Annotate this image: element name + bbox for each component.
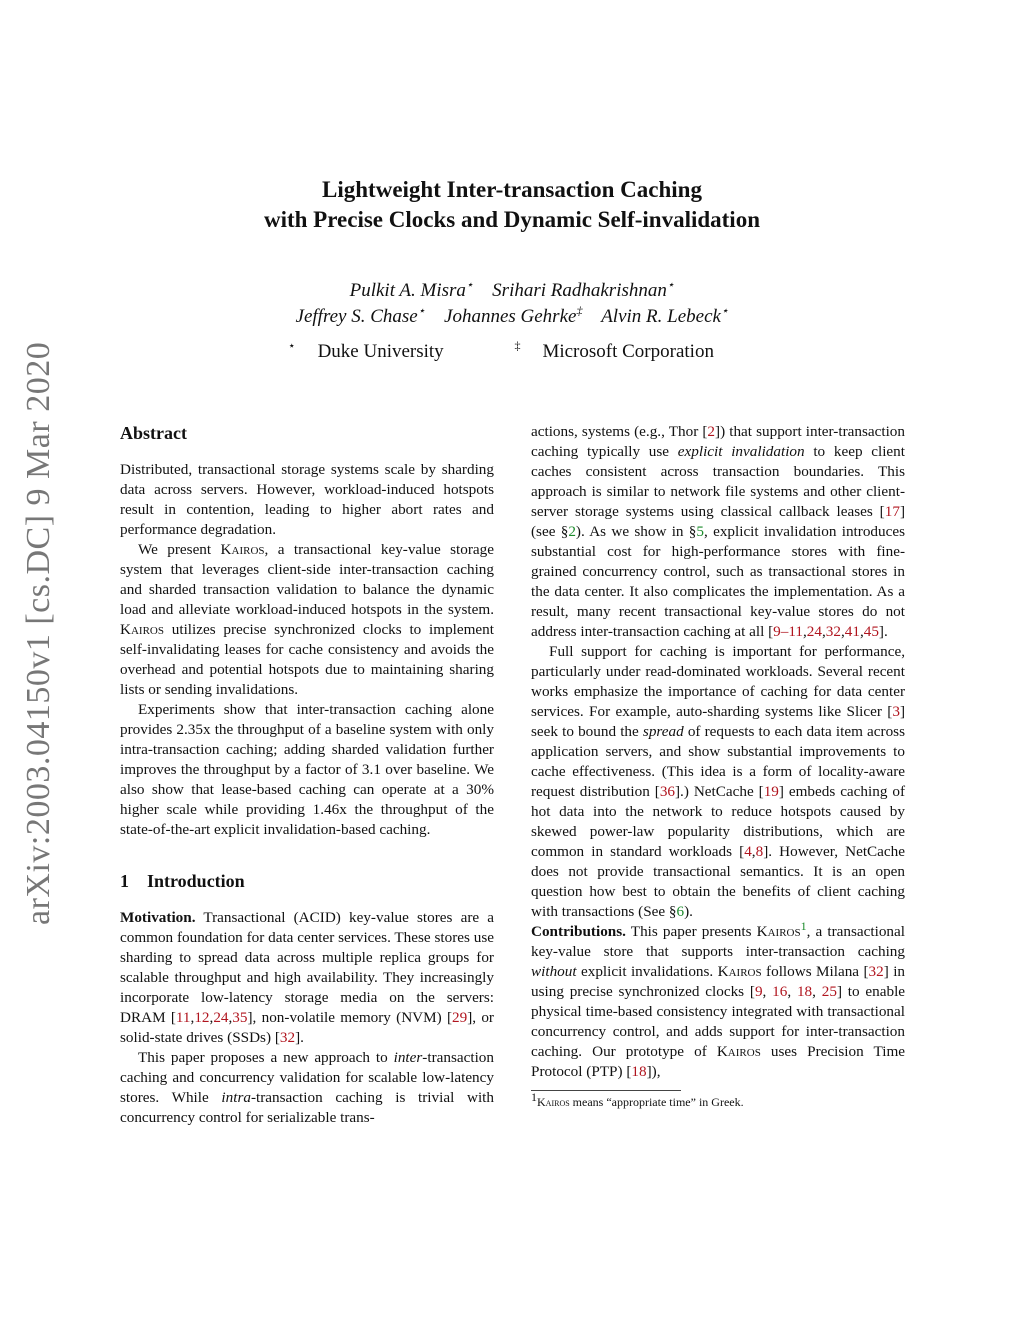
author: Pulkit A. Misra⋆ (349, 277, 474, 301)
abstract-paragraph: We present Kairos, a transactional key-value storage system that leverages client-side inter-transaction caching and sharded transaction validation to balance the dynamic load and alleviate workload-induced hotspots in the system. Kairos utilizes precise synchronized clocks to implement self-invalidating leases for cache consistency and avoids the overhead and potential hotspots due to maintaining sharing lists or sending invalidations. (120, 541, 494, 698)
right-column (531, 422, 905, 1110)
citation-link[interactable]: 32 (868, 963, 884, 980)
footnote-link[interactable]: 1 (800, 918, 807, 933)
left-column (120, 422, 494, 1128)
citation-link[interactable]: 25 (821, 983, 837, 1000)
author: Johannes Gehrke‡ (444, 303, 583, 327)
footnote-rule (531, 1090, 681, 1091)
arxiv-id: arXiv:2003.04150v1 [cs.DC] 9 Mar 2020 (20, 341, 57, 925)
body-paragraph: actions, systems (e.g., Thor [2]) that support inter-transaction caching typically use explicit invalidation to keep client caches consistent across transaction boundaries. This approach is similar to network file systems and other client-server storage systems using classical callback leases [17] (see §2). As we show in §5, explicit invalidation introduces substantial cost for high-performance stores with fine-grained concurrency control, such as transactional stores in the data center. It also complicates the implementation. As a result, many recent transactional key-value stores do not address inter-transaction caching at all [9–11,24,32,41,45]. (531, 423, 905, 640)
affiliation-microsoft: ‡ Microsoft Corporation (514, 338, 714, 362)
citation-link[interactable]: 36 (659, 783, 675, 800)
citation-link[interactable]: 16 (772, 983, 788, 1000)
citation-link[interactable]: 3 (892, 703, 900, 720)
abstract-paragraph: Experiments show that inter-transaction caching alone provides 2.35x the throughput of a baseline system with only intra-transaction caching; adding sharded validation further improves the throughput by a factor of 3.1 over baseline. We also show that lease-based caching can operate at a 30% higher scale while providing 1.46x the throughput of the state-of-the-art explicit invalidation-based caching. (120, 701, 494, 838)
citation-link[interactable]: 24 (806, 623, 822, 640)
citation-link[interactable]: 45 (863, 623, 879, 640)
section-link[interactable]: 6 (676, 903, 685, 920)
citation-link[interactable]: 9 (754, 983, 763, 1000)
author: Srihari Radhakrishnan⋆ (492, 277, 675, 301)
affiliation-duke: ⋆ Duke University (288, 338, 444, 362)
citation-link[interactable]: 24 (213, 1009, 229, 1026)
citation-link[interactable]: 17 (884, 503, 900, 520)
citation-link[interactable]: 41 (844, 623, 860, 640)
citation-link[interactable]: 18 (796, 983, 813, 1000)
intro-paragraph: This paper proposes a new approach to inter-transaction caching and concurrency validation for scalable low-latency stores. While intra-transaction caching is trivial with concurrency control for serializable trans- (120, 1049, 494, 1126)
author-row-2 (0, 304, 1024, 330)
section-heading-introduction: 1 Introduction (120, 871, 245, 891)
affiliations (0, 339, 1024, 365)
citation-link[interactable]: 9–11 (773, 623, 803, 640)
footnote: $^1$Kairos means “appropriate time” in Greek. (531, 1090, 744, 1109)
citation-link[interactable]: 19 (763, 783, 779, 800)
author: Jeffrey S. Chase⋆ (295, 303, 426, 327)
section-link[interactable]: 5 (696, 523, 704, 540)
section-link[interactable]: 2 (568, 523, 576, 540)
abstract-paragraph: Distributed, transactional storage systems scale by sharding data across servers. However, workload-induced hotspots result in contention, leading to higher abort rates and performance degradation. (120, 461, 494, 538)
abstract-heading: Abstract (120, 423, 187, 443)
author: Alvin R. Lebeck⋆ (601, 303, 729, 327)
paper-title (0, 175, 1024, 235)
citation-link[interactable]: 32 (279, 1029, 296, 1046)
body-paragraph: Contributions. This paper presents Kairos$^1$, a transactional key-value store that supports inter-transaction caching without explicit invalidations. Kairos follows Milana [32] in using precise synchronized clocks [9, 16, 18, 25] to enable physical time-based consistency integrated with transactional concurrency control, and adds support for inter-transaction caching. Our prototype of Kairos uses Precision Time Protocol (PTP) [18]), (531, 918, 906, 1080)
intro-paragraph: Motivation. Transactional (ACID) key-value stores are a common foundation for data center services. These stores use sharding to spread data across multiple replica groups for scalable throughput and high availability. They increasingly incorporate low-latency storage media on the servers: DRAM [11,12,24,35], non-volatile memory (NVM) [29], or solid-state drives (SSDs) [32]. (120, 909, 494, 1046)
citation-link[interactable]: 29 (452, 1009, 468, 1026)
citation-link[interactable]: 35 (232, 1009, 248, 1026)
author-row-1 (0, 278, 1024, 304)
citation-link[interactable]: 8 (755, 843, 764, 860)
body-paragraph: Full support for caching is important for performance, particularly under read-dominated workloads. Several recent works emphasize the importance of caching for data center services. For example, auto-sharding systems like Slicer [3] seek to bound the spread of requests to each data item across application servers, and show substantial improvements to cache effectiveness. (This idea is a form of locality-aware request distribution [36].) NetCache [19] embeds caching of hot data into the network to reduce hotspots caused by skewed power-law popularity distributions, which are common in standard workloads [4,8]. However, NetCache does not provide transactional semantics. It is an open question how best to obtain the benefits of client caching with transactions (See §6). (531, 643, 905, 920)
title-line-1: Lightweight Inter-transaction Caching (322, 177, 702, 202)
citation-link[interactable]: 18 (631, 1063, 647, 1080)
title-line-2: with Precise Clocks and Dynamic Self-invalidation (263, 207, 760, 232)
citation-link[interactable]: 32 (825, 623, 841, 640)
author-list (0, 278, 1024, 330)
citation-link[interactable]: 2 (707, 423, 716, 440)
citation-link[interactable]: 11 (175, 1009, 191, 1026)
citation-link[interactable]: 4 (744, 843, 752, 860)
citation-link[interactable]: 12 (194, 1009, 210, 1026)
